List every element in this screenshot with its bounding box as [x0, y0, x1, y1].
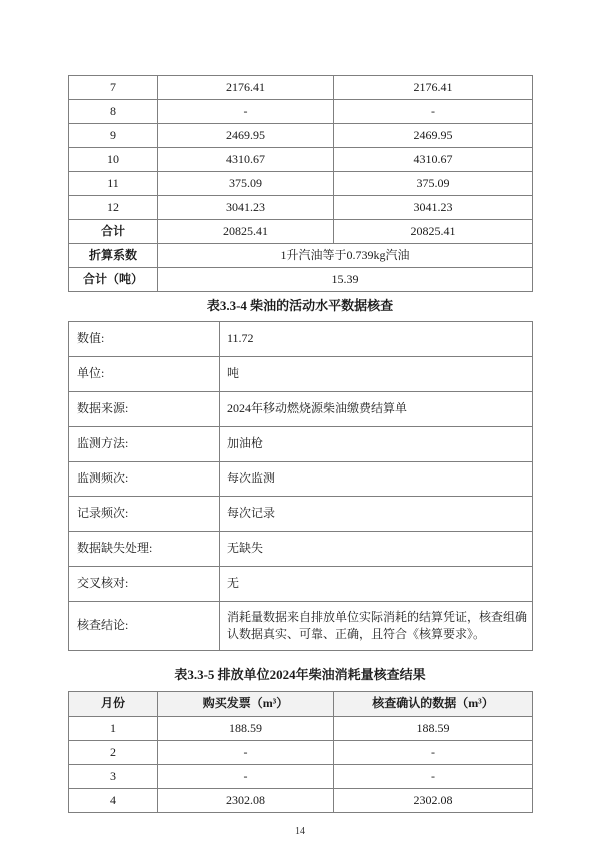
cell-month: 8 [69, 100, 158, 124]
cell-invoice: 188.59 [158, 717, 334, 741]
total-verified: 20825.41 [334, 220, 533, 244]
cell-month: 2 [69, 741, 158, 765]
cell-verified: - [334, 765, 533, 789]
cell-verified: 3041.23 [334, 196, 533, 220]
field-label: 单位: [69, 357, 220, 392]
cell-invoice: 2469.95 [158, 124, 334, 148]
cell-verified: 188.59 [334, 717, 533, 741]
cell-month: 3 [69, 765, 158, 789]
table-row [69, 765, 533, 789]
total-label: 合计 [69, 220, 158, 244]
field-value: 2024年移动燃烧源柴油缴费结算单 [220, 392, 533, 427]
table-row [69, 124, 533, 148]
table-335-caption: 表3.3-5 排放单位2024年柴油消耗量核查结果 [174, 667, 426, 682]
field-value: 无 [220, 567, 533, 602]
table-row [69, 427, 533, 462]
table-row [69, 532, 533, 567]
cell-invoice: 4310.67 [158, 148, 334, 172]
diesel-activity-table [68, 321, 533, 651]
cell-month: 4 [69, 789, 158, 813]
cell-verified: 2469.95 [334, 124, 533, 148]
total-row [69, 220, 533, 244]
header-invoice: 购买发票（m³） [158, 692, 334, 717]
conclusion-row [69, 602, 533, 651]
table-row [69, 462, 533, 497]
conversion-factor-label: 折算系数 [69, 244, 158, 268]
cell-invoice: 2176.41 [158, 76, 334, 100]
header-verified: 核查确认的数据（m³） [334, 692, 533, 717]
field-value: 消耗量数据来自排放单位实际消耗的结算凭证，核查组确认数据真实、可靠、正确，且符合《核算要求》。 [220, 602, 533, 651]
monthly-fuel-table-continued [68, 75, 533, 292]
total-tons-value: 15.39 [158, 268, 533, 292]
field-value: 每次记录 [220, 497, 533, 532]
page-number: 14 [295, 826, 305, 837]
cell-invoice: 3041.23 [158, 196, 334, 220]
table-row [69, 76, 533, 100]
conversion-factor-row [69, 244, 533, 268]
header-month: 月份 [69, 692, 158, 717]
cell-month: 9 [69, 124, 158, 148]
table-row [69, 100, 533, 124]
field-label: 交叉核对: [69, 567, 220, 602]
table-row [69, 196, 533, 220]
total-tons-row [69, 268, 533, 292]
cell-month: 10 [69, 148, 158, 172]
field-value: 吨 [220, 357, 533, 392]
total-tons-label: 合计（吨） [69, 268, 158, 292]
cell-verified: 375.09 [334, 172, 533, 196]
table-row [69, 789, 533, 813]
field-value: 无缺失 [220, 532, 533, 567]
field-label: 数据缺失处理: [69, 532, 220, 567]
field-label: 数据来源: [69, 392, 220, 427]
table-row [69, 497, 533, 532]
table-row [69, 392, 533, 427]
table-row [69, 741, 533, 765]
table-row [69, 148, 533, 172]
cell-month: 11 [69, 172, 158, 196]
cell-invoice: 375.09 [158, 172, 334, 196]
cell-verified: - [334, 100, 533, 124]
cell-invoice: - [158, 765, 334, 789]
table-row [69, 172, 533, 196]
field-label: 核查结论: [69, 602, 220, 651]
diesel-consumption-table [68, 691, 533, 813]
cell-verified: 4310.67 [334, 148, 533, 172]
cell-invoice: - [158, 741, 334, 765]
table-row [69, 322, 533, 357]
cell-verified: 2302.08 [334, 789, 533, 813]
table-row [69, 357, 533, 392]
field-label: 监测频次: [69, 462, 220, 497]
cell-month: 12 [69, 196, 158, 220]
conversion-factor-value: 1升汽油等于0.739kg汽油 [158, 244, 533, 268]
cell-verified: - [334, 741, 533, 765]
table-row [69, 717, 533, 741]
table-334-caption: 表3.3-4 柴油的活动水平数据核查 [206, 298, 394, 313]
cell-invoice: - [158, 100, 334, 124]
table-row [69, 567, 533, 602]
field-label: 监测方法: [69, 427, 220, 462]
cell-month: 7 [69, 76, 158, 100]
field-label: 数值: [69, 322, 220, 357]
field-value: 加油枪 [220, 427, 533, 462]
field-label: 记录频次: [69, 497, 220, 532]
cell-invoice: 2302.08 [158, 789, 334, 813]
total-invoice: 20825.41 [158, 220, 334, 244]
header-row [69, 692, 533, 717]
field-value: 每次监测 [220, 462, 533, 497]
cell-verified: 2176.41 [334, 76, 533, 100]
cell-month: 1 [69, 717, 158, 741]
field-value: 11.72 [220, 322, 533, 357]
